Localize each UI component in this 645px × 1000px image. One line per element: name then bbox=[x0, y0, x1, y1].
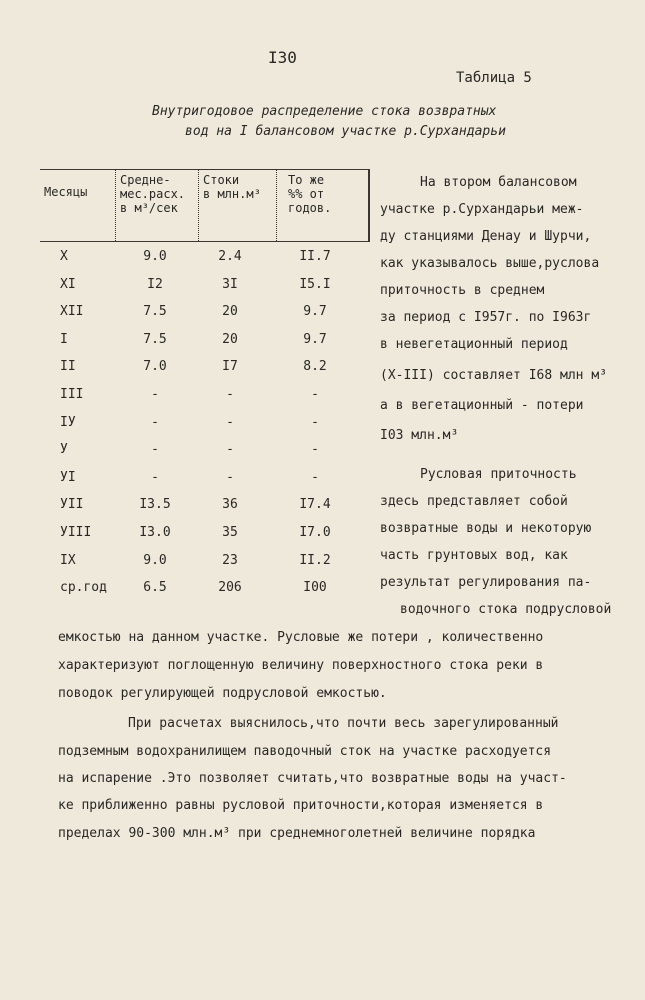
discharge-cell: 9.0 bbox=[143, 552, 167, 568]
month-cell: XII bbox=[60, 304, 84, 320]
text-line: (X-III) составляет I68 млн м³ bbox=[380, 368, 607, 383]
table-caption-line-1: Внутригодовое распределение стока возвратных bbox=[152, 104, 497, 119]
text-line: ке приближенно равны русловой приточности,которая изменяется в bbox=[58, 798, 544, 813]
runoff-cell: 206 bbox=[218, 580, 242, 596]
month-cell: XI bbox=[60, 276, 76, 292]
table-row bbox=[40, 442, 370, 470]
table-row bbox=[40, 277, 370, 305]
runoff-cell: 23 bbox=[222, 552, 238, 568]
percent-cell: 9.7 bbox=[303, 331, 327, 347]
text-line: часть грунтовых вод, как bbox=[380, 548, 568, 563]
discharge-cell: I2 bbox=[147, 276, 163, 292]
discharge-cell: - bbox=[151, 469, 159, 485]
percent-cell: - bbox=[311, 414, 319, 430]
table-col-divider bbox=[198, 169, 199, 241]
table-row bbox=[40, 470, 370, 498]
table-row bbox=[40, 332, 370, 360]
table-col-divider bbox=[115, 169, 116, 241]
table-col-divider bbox=[276, 169, 277, 241]
text-line: Русловая приточность bbox=[420, 467, 577, 482]
text-line: на испарение .Это позволяет считать,что возвратные воды на участ- bbox=[58, 771, 567, 786]
month-cell: ср.год bbox=[60, 580, 107, 596]
text-line: как указывалось выше,руслова bbox=[380, 256, 600, 271]
table-row bbox=[40, 304, 370, 332]
table-label: Таблица 5 bbox=[456, 70, 532, 86]
header-months: Месяцы bbox=[44, 185, 88, 199]
text-line: пределах 90-300 млн.м³ при среднемноголетней величине порядка bbox=[58, 826, 536, 841]
discharge-cell: 6.5 bbox=[143, 580, 167, 596]
header-runoff: Стоки в млн.м³ bbox=[203, 173, 261, 201]
table-row bbox=[40, 415, 370, 443]
percent-cell: I7.0 bbox=[299, 525, 331, 540]
table-top-rule bbox=[40, 169, 370, 170]
percent-cell: - bbox=[311, 442, 319, 458]
text-line: здесь представляет собой bbox=[380, 494, 568, 509]
percent-cell: 9.7 bbox=[303, 304, 327, 320]
page-number: I30 bbox=[268, 48, 297, 67]
discharge-cell: 7.0 bbox=[143, 359, 167, 375]
runoff-cell: 2.4 bbox=[218, 249, 242, 264]
month-cell: УIII bbox=[60, 525, 92, 540]
discharge-cell: - bbox=[151, 442, 159, 458]
text-line: I03 млн.м³ bbox=[380, 428, 459, 443]
text-line: При расчетах выяснилось,что почти весь зарегулированный bbox=[128, 716, 559, 731]
table-row bbox=[40, 249, 370, 277]
month-cell: УI bbox=[60, 469, 76, 485]
discharge-cell: I3.0 bbox=[139, 525, 171, 540]
text-line: а в вегетационный - потери bbox=[380, 398, 584, 413]
discharge-cell: 7.5 bbox=[143, 304, 167, 320]
text-line: результат регулирования па- bbox=[380, 575, 592, 590]
table-row bbox=[40, 497, 370, 525]
runoff-cell: 3I bbox=[222, 276, 238, 292]
header-mean-discharge: Средне- мес.расх. в м³/сек bbox=[120, 173, 186, 215]
table-caption-line-2: вод на I балансовом участке р.Сурхандарьи bbox=[185, 124, 506, 139]
month-cell: IУ bbox=[60, 414, 76, 430]
text-line: На втором балансовом bbox=[420, 175, 577, 190]
percent-cell: I5.I bbox=[299, 276, 331, 292]
table-row bbox=[40, 525, 370, 553]
discharge-cell: - bbox=[151, 387, 159, 402]
table-row bbox=[40, 553, 370, 581]
text-line: емкостью на данном участке. Русловые же потери , количественно bbox=[58, 630, 544, 645]
table-header-rule bbox=[40, 241, 370, 242]
runoff-cell: - bbox=[226, 469, 234, 485]
runoff-cell: - bbox=[226, 442, 234, 458]
table-row bbox=[40, 359, 370, 387]
month-cell: УII bbox=[60, 497, 84, 513]
text-line: подземным водохранилищем паводочный сток на участке расходуется bbox=[58, 744, 552, 759]
text-line: участке р.Сурхандарьи меж- bbox=[380, 202, 584, 217]
runoff-cell: I7 bbox=[222, 359, 238, 375]
discharge-cell: - bbox=[151, 414, 159, 430]
discharge-cell: I3.5 bbox=[139, 497, 171, 513]
month-cell: IX bbox=[60, 552, 76, 568]
runoff-cell: 20 bbox=[222, 304, 238, 320]
month-cell: I bbox=[60, 331, 68, 347]
table-row bbox=[40, 387, 370, 415]
header-percent: То же %% от годов. bbox=[288, 173, 332, 215]
text-line: водочного стока подрусловой bbox=[400, 602, 612, 617]
percent-cell: II.7 bbox=[299, 249, 331, 264]
month-cell: X bbox=[60, 249, 68, 264]
table-row bbox=[40, 580, 370, 608]
month-cell: У bbox=[60, 442, 68, 458]
runoff-cell: 20 bbox=[222, 331, 238, 347]
text-line: характеризуют поглощенную величину поверхностного стока реки в bbox=[58, 658, 544, 673]
percent-cell: II.2 bbox=[299, 552, 331, 568]
text-line: приточность в среднем bbox=[380, 283, 545, 298]
runoff-cell: - bbox=[226, 414, 234, 430]
text-line: ду станциями Денау и Шурчи, bbox=[380, 229, 592, 244]
runoff-cell: 35 bbox=[222, 525, 238, 540]
percent-cell: I00 bbox=[303, 580, 327, 596]
text-line: поводок регулирующей подрусловой емкостью. bbox=[58, 686, 387, 701]
percent-cell: - bbox=[311, 387, 319, 402]
percent-cell: I7.4 bbox=[299, 497, 331, 513]
text-line: в невегетационный период bbox=[380, 337, 568, 352]
text-line: за период с I957г. по I963г bbox=[380, 310, 592, 325]
discharge-cell: 7.5 bbox=[143, 331, 167, 347]
runoff-cell: - bbox=[226, 387, 234, 402]
month-cell: II bbox=[60, 359, 76, 375]
table-right-border bbox=[368, 169, 370, 241]
month-cell: III bbox=[60, 387, 84, 402]
discharge-cell: 9.0 bbox=[143, 249, 167, 264]
percent-cell: 8.2 bbox=[303, 359, 327, 375]
percent-cell: - bbox=[311, 469, 319, 485]
runoff-cell: 36 bbox=[222, 497, 238, 513]
text-line: возвратные воды и некоторую bbox=[380, 521, 592, 536]
